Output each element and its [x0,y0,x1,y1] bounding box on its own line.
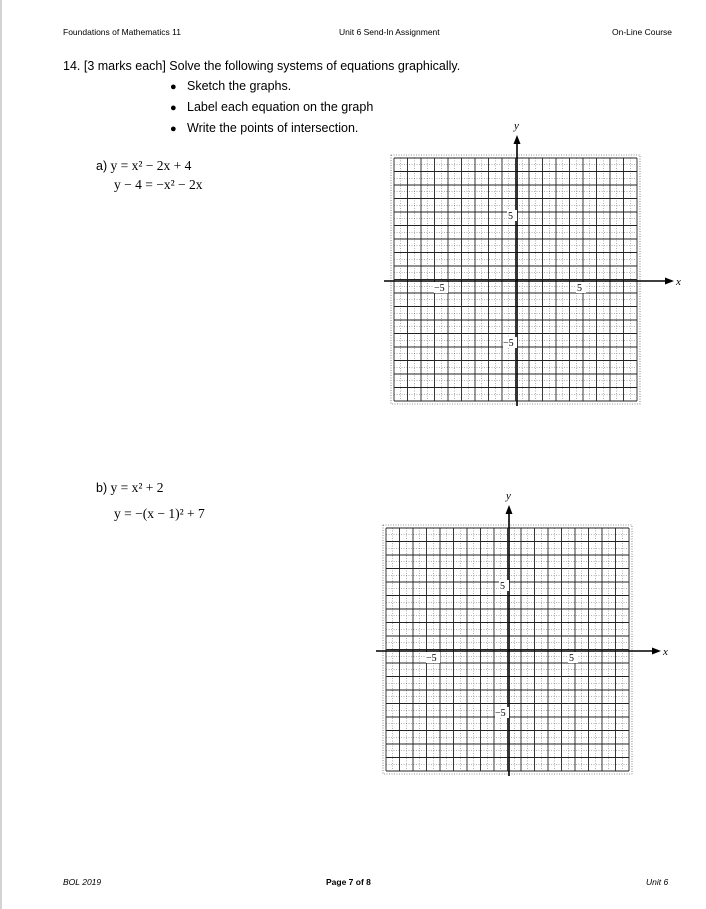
x-axis-arrow-icon [665,278,674,285]
footer-unit: Unit 6 [646,877,669,887]
x-tick-label-positive: 5 [569,653,574,664]
x-tick-label-negative: −5 [434,283,445,294]
instruction-text: Write the points of intersection. [187,121,359,135]
part-b-equation-1 [96,480,164,496]
part-a-graph[interactable] [380,118,690,413]
y-tick-label-negative: −5 [495,708,506,719]
bullet-icon: ● [170,102,177,114]
y-tick-label-negative: −5 [503,338,514,349]
header-course-type: On-Line Course [612,27,673,37]
x-tick-label-positive: 5 [577,283,582,294]
x-axis-label: x [676,276,681,288]
part-a-equation-1 [96,158,191,174]
y-axis [514,135,521,406]
x-axis [376,648,661,655]
part-a-label: a) [96,159,108,173]
part-b-equation-2: y = −(x − 1)² + 7 [114,506,205,521]
question-title: 14. [3 marks each] Solve the following systems of equations graphically. [63,59,461,73]
x-axis-label: x [663,646,668,658]
instruction-item [170,100,373,114]
graph-grid [391,155,640,404]
x-tick-label-negative: −5 [426,653,437,664]
graph-grid [383,525,632,774]
y-axis-arrow-icon [506,505,513,514]
instruction-text: Sketch the graphs. [187,79,292,93]
y-axis-arrow-icon [514,135,521,144]
footer-year: BOL 2019 [63,877,102,887]
y-tick-label-positive: 5 [500,581,505,592]
y-axis-label: y [506,490,511,502]
part-a-eq1-text: y = x² − 2x + 4 [110,158,192,173]
page-number: Page 7 of 8 [326,877,371,887]
y-axis-label: y [514,120,519,132]
instruction-text: Label each equation on the graph [187,100,374,114]
instruction-item [170,79,291,93]
bullet-icon: ● [170,123,177,135]
header-assignment: Unit 6 Send-In Assignment [339,27,440,37]
instruction-item [170,121,358,135]
part-a-equation-2: y − 4 = −x² − 2x [114,177,203,192]
part-b-graph[interactable] [372,488,682,783]
part-b-eq1-text: y = x² + 2 [110,480,164,495]
x-axis-arrow-icon [652,648,661,655]
bullet-icon: ● [170,81,177,93]
y-tick-label-positive: 5 [508,211,513,222]
part-b-label: b) [96,481,108,495]
page-edge [0,0,2,909]
y-axis [506,505,513,776]
header-course: Foundations of Mathematics 11 [63,27,181,37]
